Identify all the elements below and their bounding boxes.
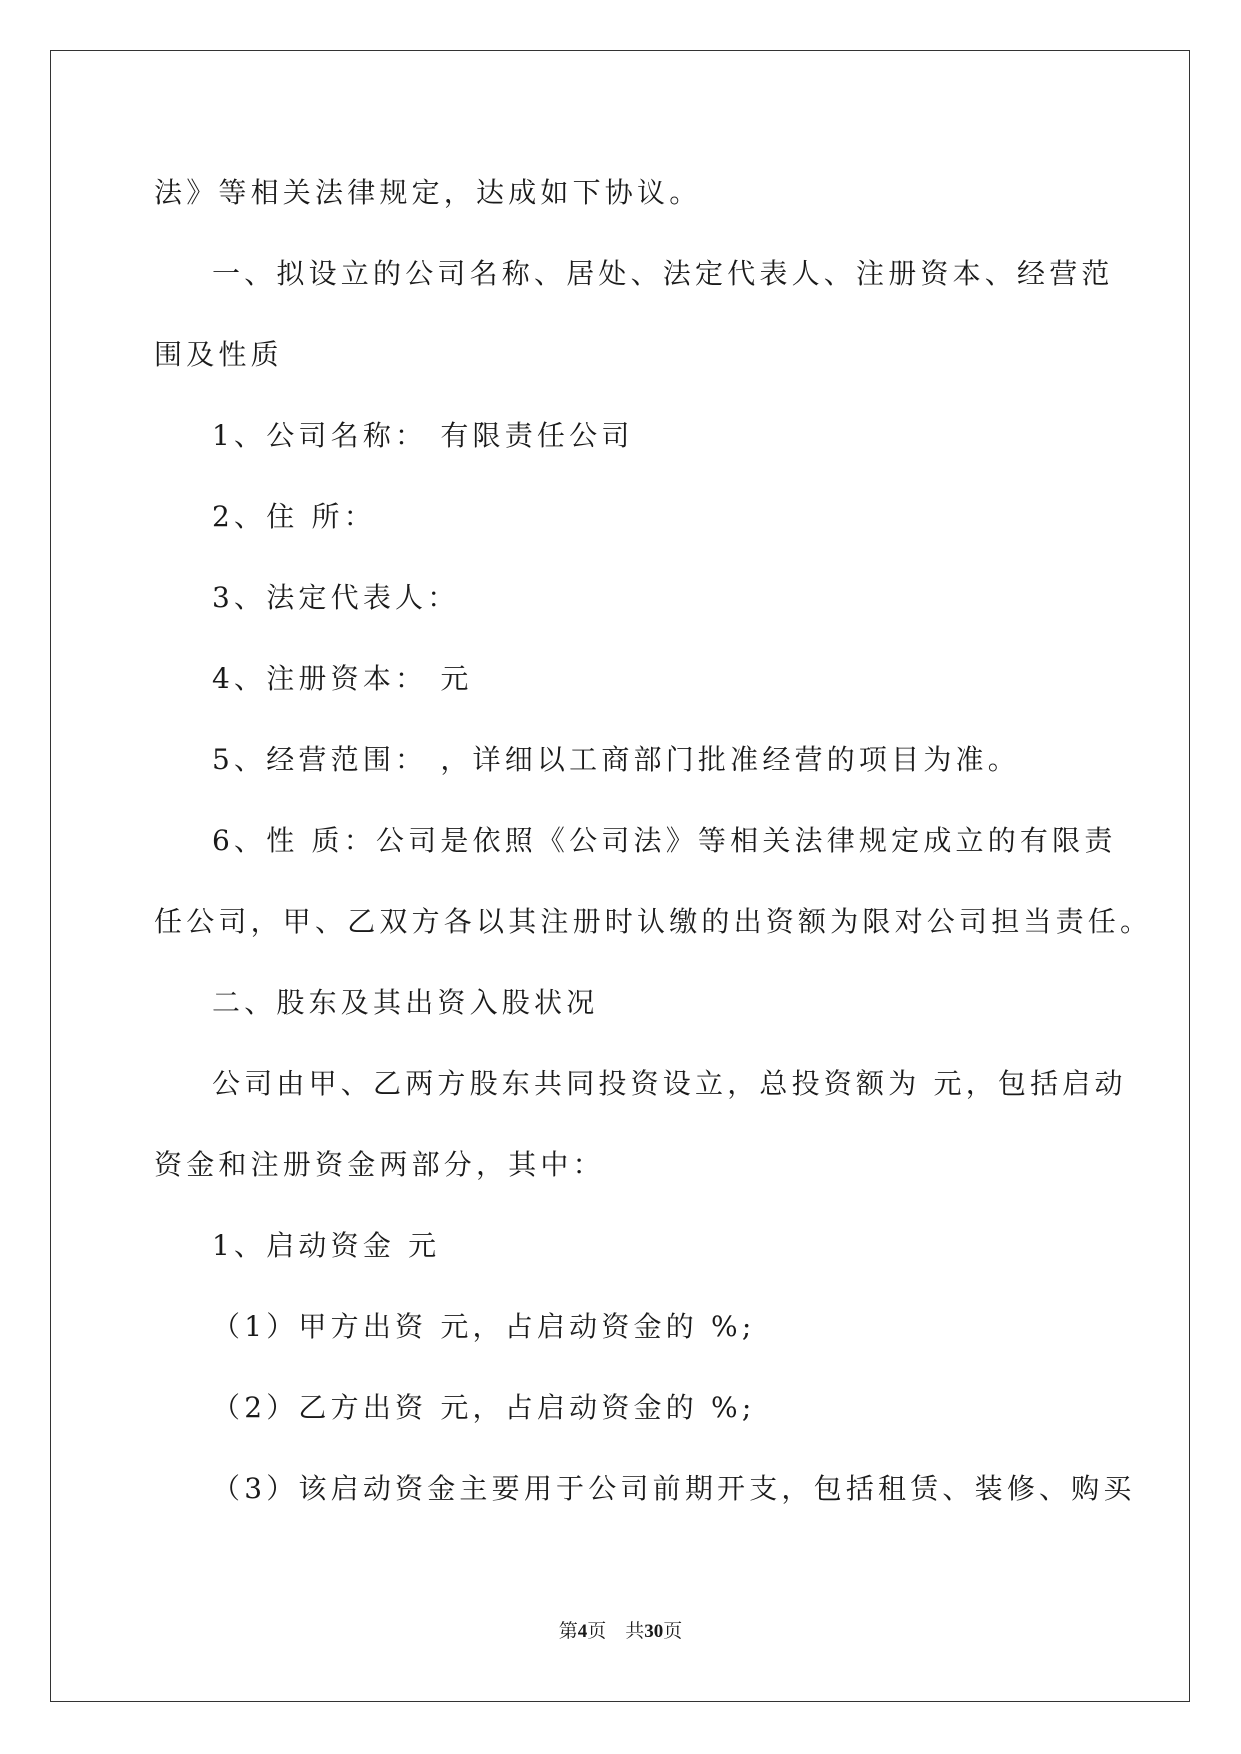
text-line-7: 4、注册资本： 元	[212, 662, 473, 695]
text-line-11: 二、股东及其出资入股状况	[212, 986, 599, 1019]
text-line-17: （3）该启动资金主要用于公司前期开支，包括租赁、装修、购买	[212, 1472, 1136, 1505]
text-line-15: （1）甲方出资 元，占启动资金的 %;	[212, 1310, 756, 1343]
text-line-12: 公司由甲、乙两方股东共同投资设立，总投资额为 元，包括启动	[212, 1067, 1127, 1100]
text-line-5: 2、住 所：	[212, 500, 376, 533]
text-line-16: （2）乙方出资 元，占启动资金的 %;	[212, 1391, 756, 1424]
text-line-2: 一、拟设立的公司名称、居处、法定代表人、注册资本、经营范	[212, 257, 1114, 290]
text-line-8: 5、经营范围： ，详细以工商部门批准经营的项目为准。	[212, 743, 1020, 776]
text-line-3: 围及性质	[154, 338, 283, 371]
footer-total-pages: 30	[644, 1621, 664, 1642]
text-line-14: 1、启动资金 元	[212, 1229, 441, 1262]
footer-prefix: 第	[558, 1621, 578, 1642]
text-line-6: 3、法定代表人：	[212, 581, 460, 614]
footer-suffix: 页	[663, 1621, 683, 1642]
text-line-10: 任公司，甲、乙双方各以其注册时认缴的出资额为限对公司担当责任。	[154, 905, 1153, 938]
text-line-13: 资金和注册资金两部分，其中：	[154, 1148, 605, 1181]
text-line-9: 6、性 质：公司是依照《公司法》等相关法律规定成立的有限责	[212, 824, 1117, 857]
footer-page-number: 4	[577, 1621, 588, 1642]
page-border	[50, 50, 1190, 1702]
text-line-1: 法》等相关法律规定，达成如下协议。	[154, 176, 702, 209]
text-line-4: 1、公司名称： 有限责任公司	[212, 419, 634, 452]
footer-middle: 页 共	[587, 1621, 645, 1642]
page-footer	[0, 1620, 1241, 1644]
